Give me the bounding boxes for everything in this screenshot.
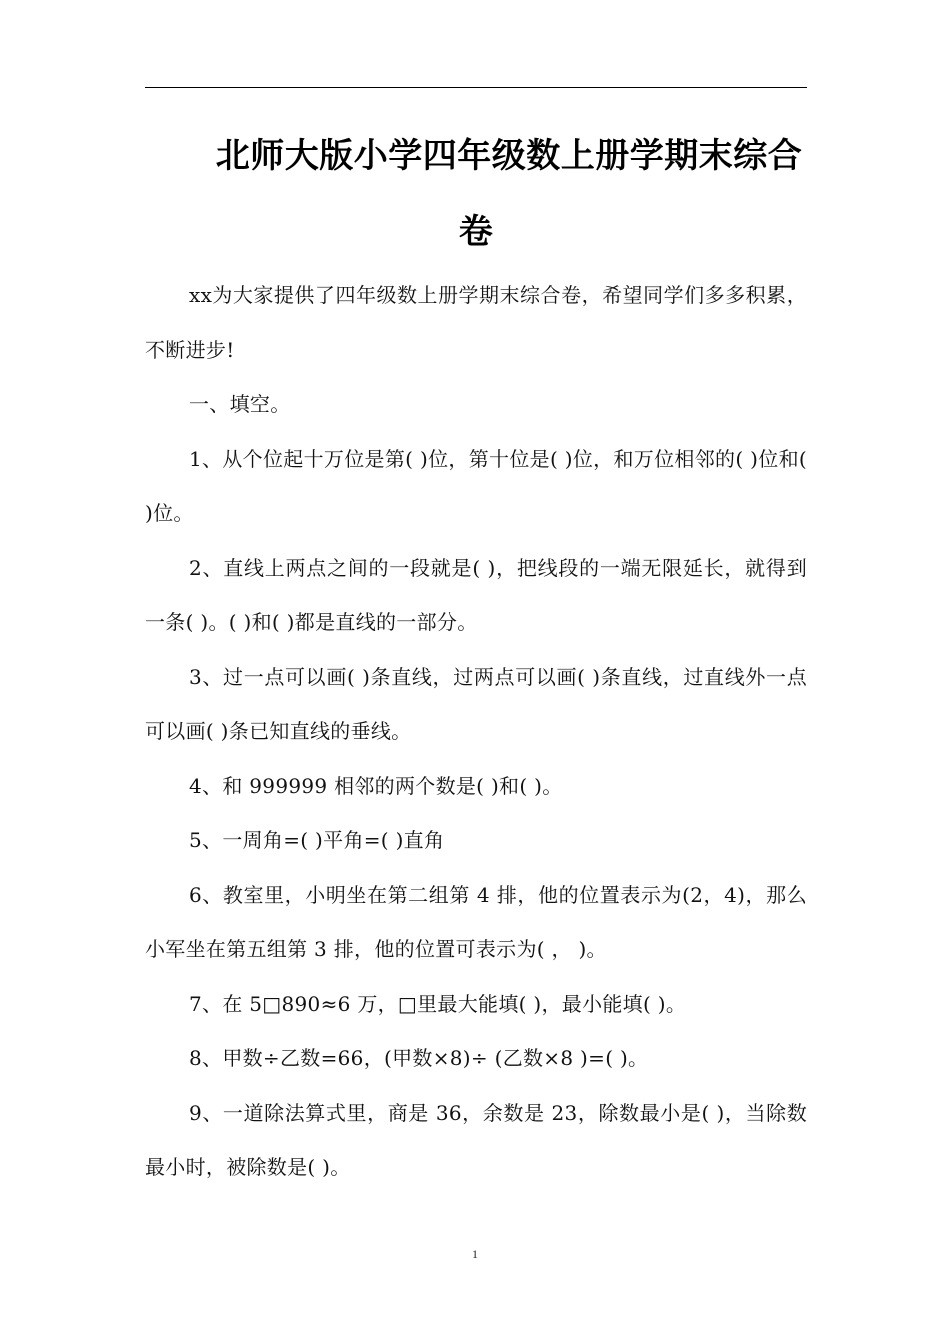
page-number: 1	[472, 1247, 478, 1261]
question-4: 4、和 999999 相邻的两个数是( )和( )。	[189, 773, 563, 798]
question-6: 6、教室里，小明坐在第二组第 4 排，他的位置表示为(2，4)，那么小军坐在第五组第 3 排，他的位置可表示为( ， )。	[145, 882, 807, 961]
question-5: 5、一周角=( )平角=( )直角	[189, 828, 445, 852]
question-9: 9、一道除法算式里，商是 36，余数是 23，除数最小是( )，当除数最小时，被除数是( )。	[145, 1100, 807, 1179]
question-7: 7、在 5□890≈6 万，□里最大能填( )，最小能填( )。	[189, 991, 687, 1016]
section-heading: 一、填空。	[189, 392, 291, 416]
document-body	[145, 268, 807, 1195]
question-1: 1、从个位起十万位是第( )位，第十位是( )位，和万位相邻的( )位和( )位。	[145, 446, 807, 525]
intro-paragraph: xx为大家提供了四年级数上册学期末综合卷，希望同学们多多积累，不断进步!	[145, 283, 807, 362]
document-title: 北师大版小学四年级数上册学期末综合卷	[215, 136, 803, 252]
question-3: 3、过一点可以画( )条直线，过两点可以画( )条直线，过直线外一点可以画( )条已知直线的垂线。	[145, 664, 807, 743]
header-rule	[145, 87, 807, 88]
question-8: 8、甲数÷乙数=66，(甲数×8)÷ (乙数×8 )=( )。	[189, 1046, 649, 1070]
question-2: 2、直线上两点之间的一段就是( )，把线段的一端无限延长，就得到一条( )。( )和( )都是直线的一部分。	[145, 555, 807, 634]
